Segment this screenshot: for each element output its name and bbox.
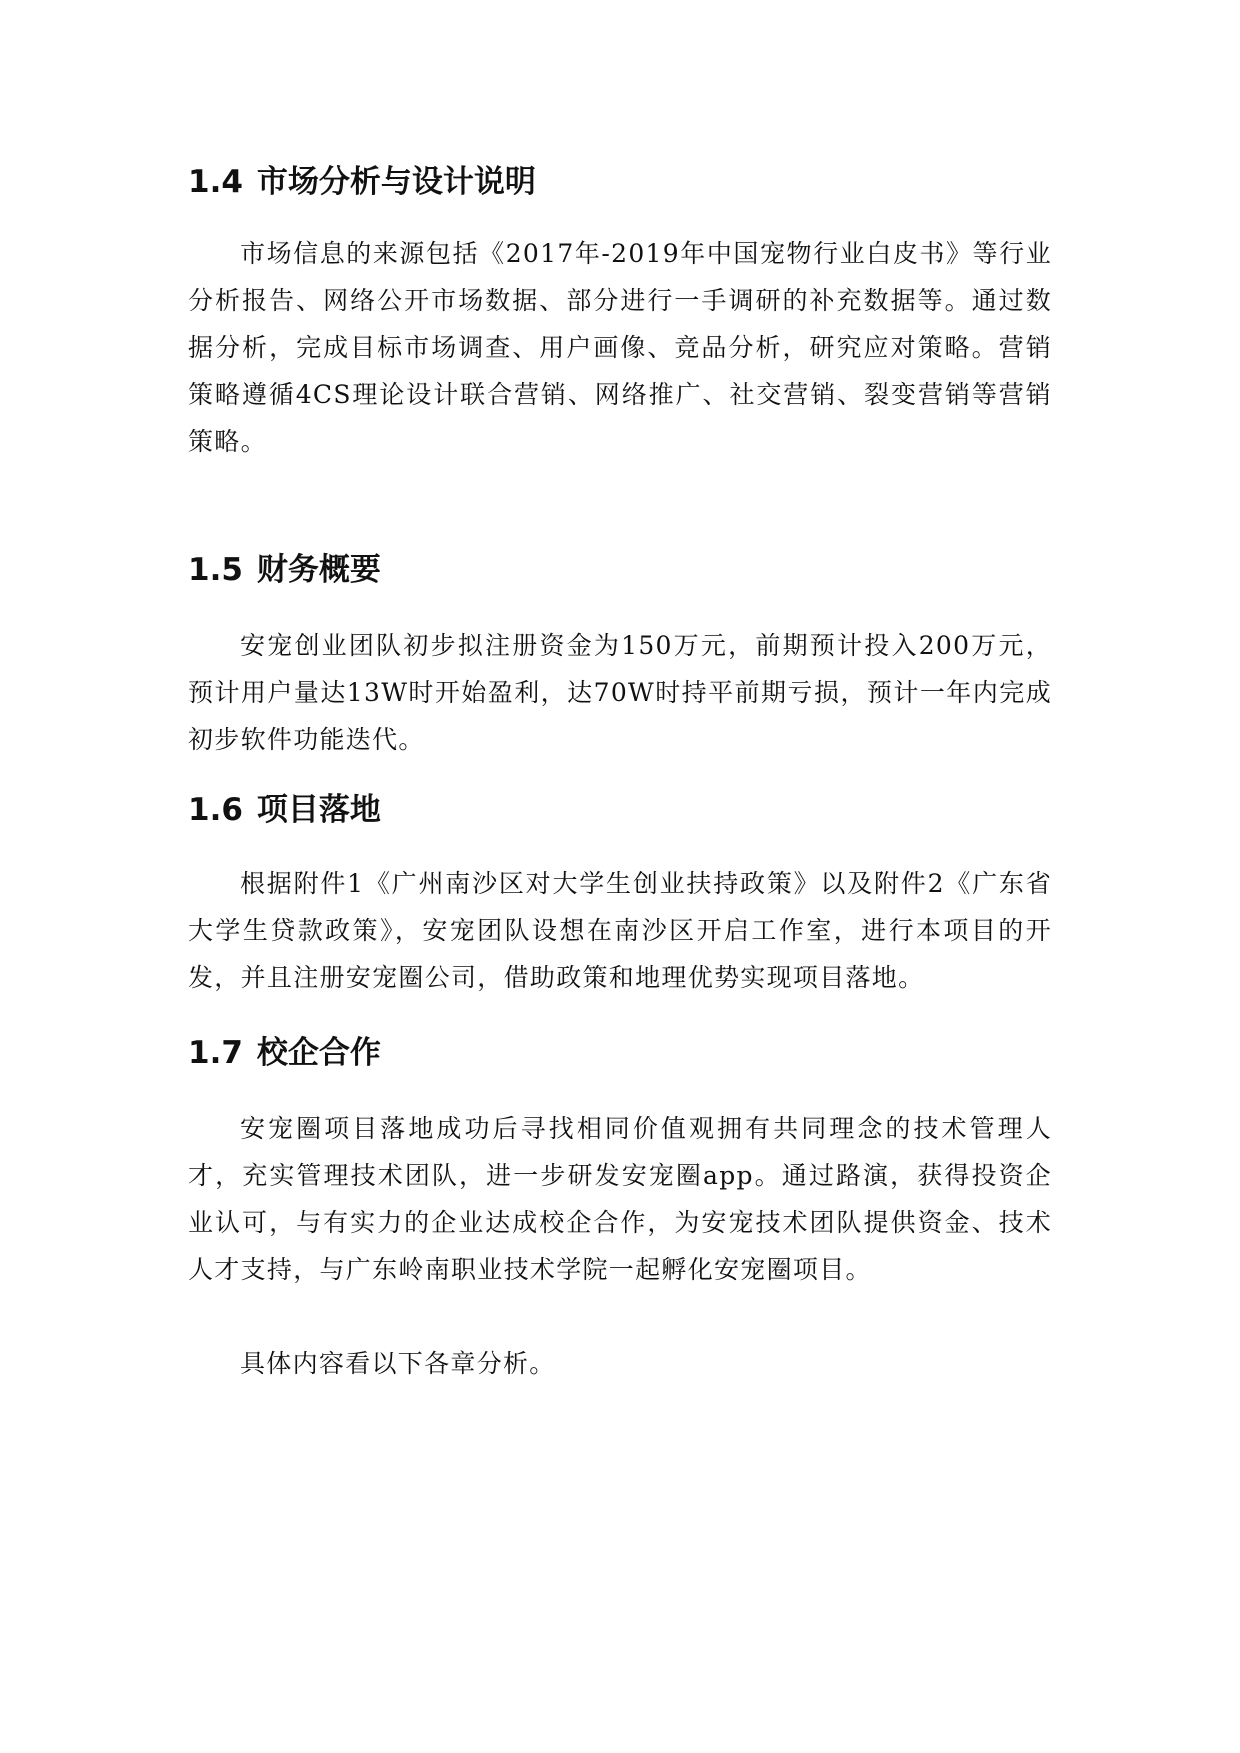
section-title: 项目落地 xyxy=(256,792,381,828)
paragraph-school-enterprise: 安宠圈项目落地成功后寻找相同价值观拥有共同理念的技术管理人才，充实管理技术团队，进一步研发安宠圈app。通过路演，获得投资企业认可，与有实力的企业达成校企合作，为安宠技术团队提供资金、技术人才支持，与广东岭南职业技术学院一起孵化安宠圈项目。 xyxy=(188,1114,1052,1284)
section-title: 财务概要 xyxy=(256,552,381,588)
section-number: 1.6 xyxy=(188,792,243,828)
section-title: 校企合作 xyxy=(256,1035,381,1071)
section-number: 1.7 xyxy=(188,1035,243,1071)
section-heading-1-6 xyxy=(188,790,381,830)
paragraph-closing-note: 具体内容看以下各章分析。 xyxy=(240,1349,556,1378)
paragraph-market-analysis: 市场信息的来源包括《2017年-2019年中国宠物行业白皮书》等行业分析报告、网络公开市场数据、部分进行一手调研的补充数据等。通过数据分析，完成目标市场调查、用户画像、竞品分析，研究应对策略。营销策略遵循4CS理论设计联合营销、网络推广、社交营销、裂变营销等营销策略。 xyxy=(188,239,1052,456)
section-number: 1.5 xyxy=(188,552,243,588)
section-title: 市场分析与设计说明 xyxy=(256,164,536,200)
paragraph-project-landing: 根据附件1《广州南沙区对大学生创业扶持政策》以及附件2《广东省大学生贷款政策》，安宠团队设想在南沙区开启工作室，进行本项目的开发，并且注册安宠圈公司，借助政策和地理优势实现项目落地。 xyxy=(188,869,1052,992)
section-heading-1-4 xyxy=(188,162,536,202)
section-heading-1-7 xyxy=(188,1033,381,1073)
section-heading-1-5 xyxy=(188,550,381,590)
paragraph-financial-summary: 安宠创业团队初步拟注册资金为150万元，前期预计投入200万元，预计用户量达13W时开始盈利，达70W时持平前期亏损，预计一年内完成初步软件功能迭代。 xyxy=(188,631,1052,754)
section-number: 1.4 xyxy=(188,164,243,200)
